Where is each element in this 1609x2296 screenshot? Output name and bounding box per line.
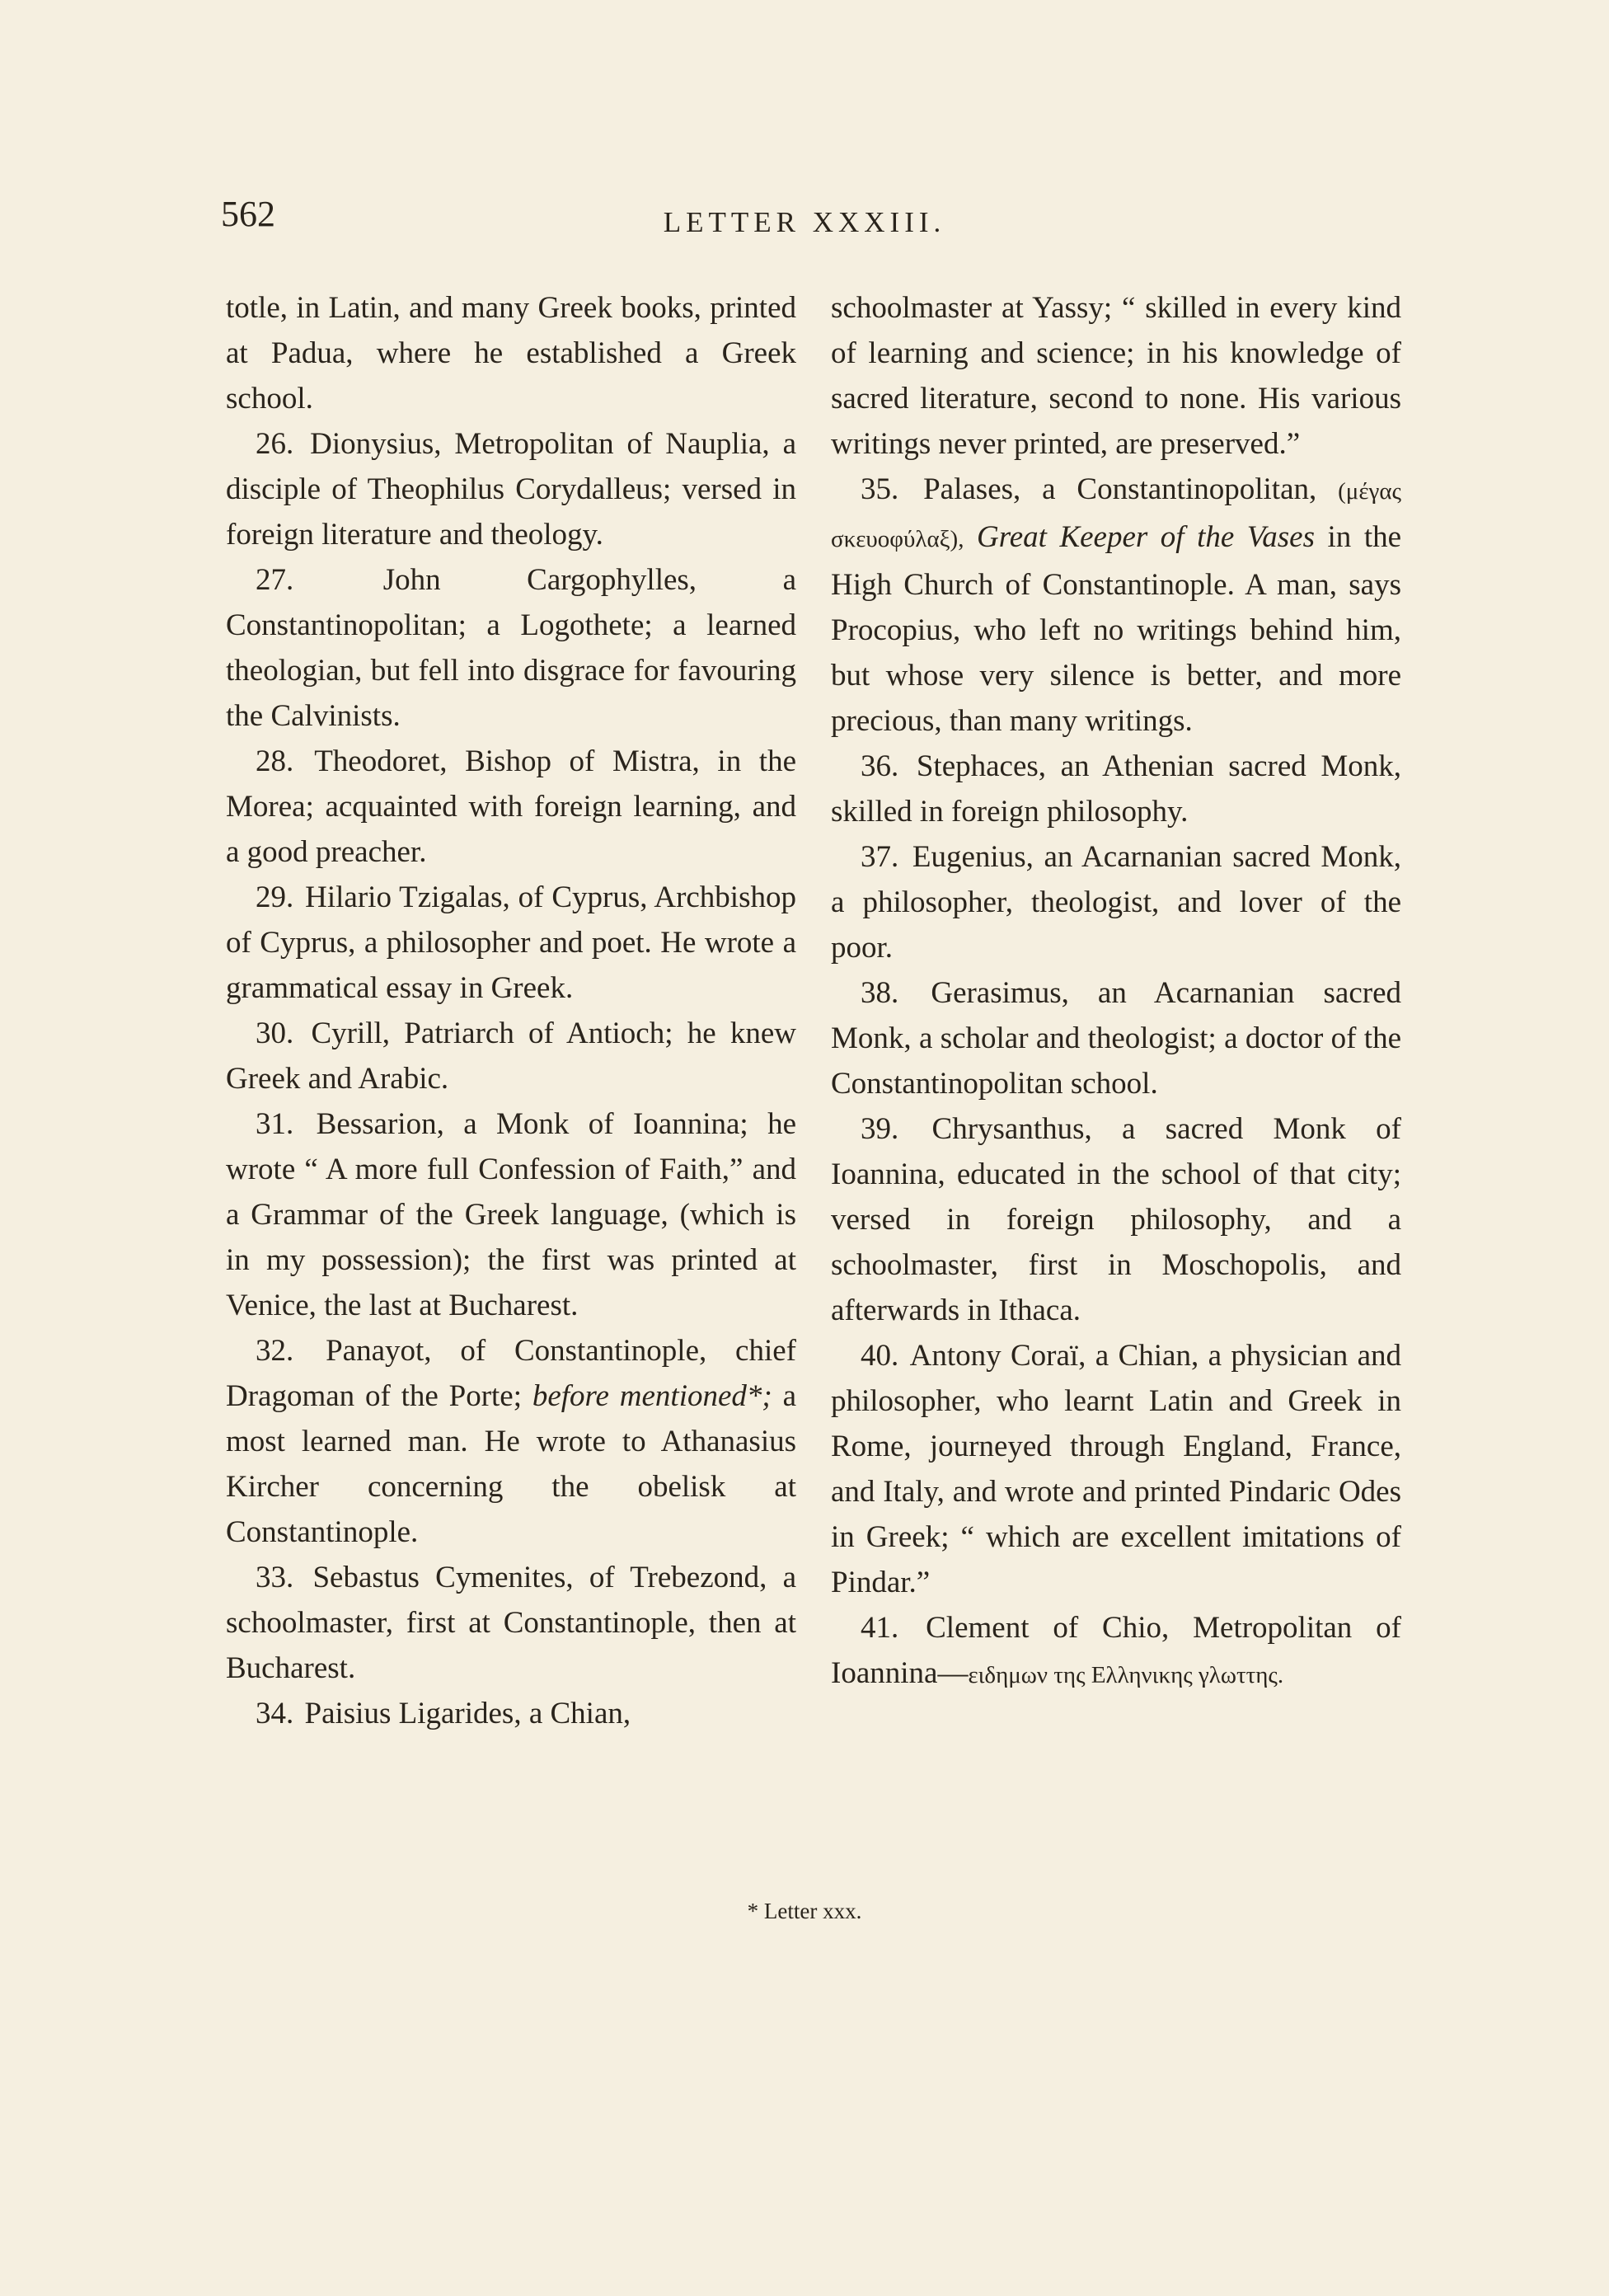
- entry-text: John Cargophylles, a Constantinopolitan; a Logothete; a learned theologian, but fell into disgrace for favouring the Calvinists.: [226, 563, 796, 733]
- footnote: * Letter xxx.: [747, 1899, 862, 1923]
- entry-30: [226, 1011, 796, 1101]
- entry-greek: (μέγας σκευοφύλαξ),: [831, 478, 1402, 552]
- entry-text: Eugenius, an Acarnanian sacred Monk, a philosopher, theologist, and lover of the poor.: [831, 840, 1401, 965]
- entry-text-continued: a most learned man. He wrote to Athanasius Kircher concerning the obelisk at Constantinople.: [226, 1379, 796, 1549]
- paragraph-continued: totle, in Latin, and many Greek books, printed at Padua, where he established a Greek school.: [226, 291, 796, 416]
- entry-text: Antony Coraï, a Chian, a physician and philosopher, who learnt Latin and Greek in Rome, journeyed through England, France, and Italy, and wrote and printed Pindaric Odes in Greek; “ which are excellent imitations of Pindar.”: [831, 1339, 1401, 1599]
- entry-32: [226, 1328, 796, 1555]
- entry-36: [831, 744, 1401, 834]
- entry-number: 35.: [861, 472, 899, 506]
- entry-text: Palases, a Constantinopolitan,: [923, 472, 1317, 506]
- entry-number: 27.: [256, 563, 294, 597]
- entry-text: Stephaces, an Athenian sacred Monk, skilled in foreign philosophy.: [831, 749, 1402, 829]
- entry-number: 38.: [861, 976, 899, 1010]
- entry-number: 32.: [256, 1334, 294, 1368]
- entry-34: [226, 1691, 796, 1736]
- entry-number: 34.: [256, 1697, 294, 1730]
- entry-text: Sebastus Cymenites, of Trebezond, a schoolmaster, first at Constantinople, then at Bucharest.: [226, 1561, 796, 1685]
- entry-41: [831, 1605, 1401, 1698]
- entry-39: [831, 1106, 1401, 1333]
- entry-26: [226, 421, 796, 557]
- entry-text: Cyrill, Patriarch of Antioch; he knew Greek and Arabic.: [226, 1017, 796, 1096]
- entry-number: 37.: [861, 840, 899, 874]
- entry-number: 41.: [861, 1611, 899, 1645]
- running-head: LETTER XXXIII.: [663, 206, 946, 238]
- entry-italic: before mentioned*;: [532, 1379, 772, 1413]
- entry-text: Gerasimus, an Acarnanian sacred Monk, a scholar and theologist; a doctor of the Constantinopolitan school.: [831, 976, 1401, 1101]
- entry-text: Bessarion, a Monk of Ioannina; he wrote “ A more full Confession of Faith,” and a Grammar of the Greek language, (which is in my possession); the first was printed at Venice, the last at Bucharest.: [226, 1107, 797, 1322]
- entry-40: [831, 1333, 1401, 1605]
- entry-29: [226, 875, 796, 1011]
- entry-text: Theodoret, Bishop of Mistra, in the Morea; acquainted with foreign learning, and a good preacher.: [226, 744, 796, 869]
- entry-31: [226, 1101, 796, 1328]
- entry-number: 39.: [861, 1112, 899, 1146]
- entry-text: Dionysius, Metropolitan of Nauplia, a disciple of Theophilus Corydalleus; versed in foreign literature and theology.: [226, 427, 796, 552]
- entry-37: [831, 834, 1401, 970]
- entry-38: [831, 970, 1401, 1106]
- entry-text: Panayot, of Constantinople, chief Dragoman of the Porte;: [226, 1334, 796, 1413]
- right-column: [831, 285, 1401, 1698]
- page-number: 562: [221, 194, 275, 234]
- entry-text: Chrysanthus, a sacred Monk of Ioannina, educated in the school of that city; versed in foreign philosophy, and a schoolmaster, first in Moschopolis, and afterwards in Ithaca.: [831, 1112, 1401, 1327]
- entry-number: 31.: [256, 1107, 294, 1141]
- entry-number: 33.: [256, 1561, 294, 1594]
- entry-33: [226, 1555, 796, 1691]
- entry-number: 29.: [256, 880, 294, 914]
- entry-greek: ειδημων της Ελληνικης γλωττης.: [968, 1662, 1284, 1688]
- entry-text: Paisius Ligarides, a Chian,: [304, 1697, 631, 1730]
- entry-text-continued: in the High Church of Constantinople. A man, says Procopius, who left no writings behind him, but whose very silence is better, and more precious, than many writings.: [831, 520, 1402, 738]
- entry-text: Hilario Tzigalas, of Cyprus, Archbishop of Cyprus, a philosopher and poet. He wrote a grammatical essay in Greek.: [226, 880, 796, 1005]
- entry-number: 26.: [256, 427, 294, 461]
- entry-text: Clement of Chio, Metropolitan of Ioannina—: [831, 1611, 1401, 1690]
- entry-35: [831, 467, 1401, 744]
- left-column: [226, 285, 796, 1736]
- entry-number: 30.: [256, 1017, 294, 1050]
- entry-number: 28.: [256, 744, 294, 778]
- entry-27: [226, 557, 796, 739]
- paragraph-continued: schoolmaster at Yassy; “ skilled in every kind of learning and science; in his knowledge of sacred literature, second to none. His various writings never printed, are preserved.”: [831, 291, 1401, 461]
- entry-number: 40.: [861, 1339, 899, 1373]
- entry-28: [226, 739, 796, 875]
- entry-number: 36.: [861, 749, 899, 783]
- entry-italic: Great Keeper of the Vases: [976, 520, 1316, 554]
